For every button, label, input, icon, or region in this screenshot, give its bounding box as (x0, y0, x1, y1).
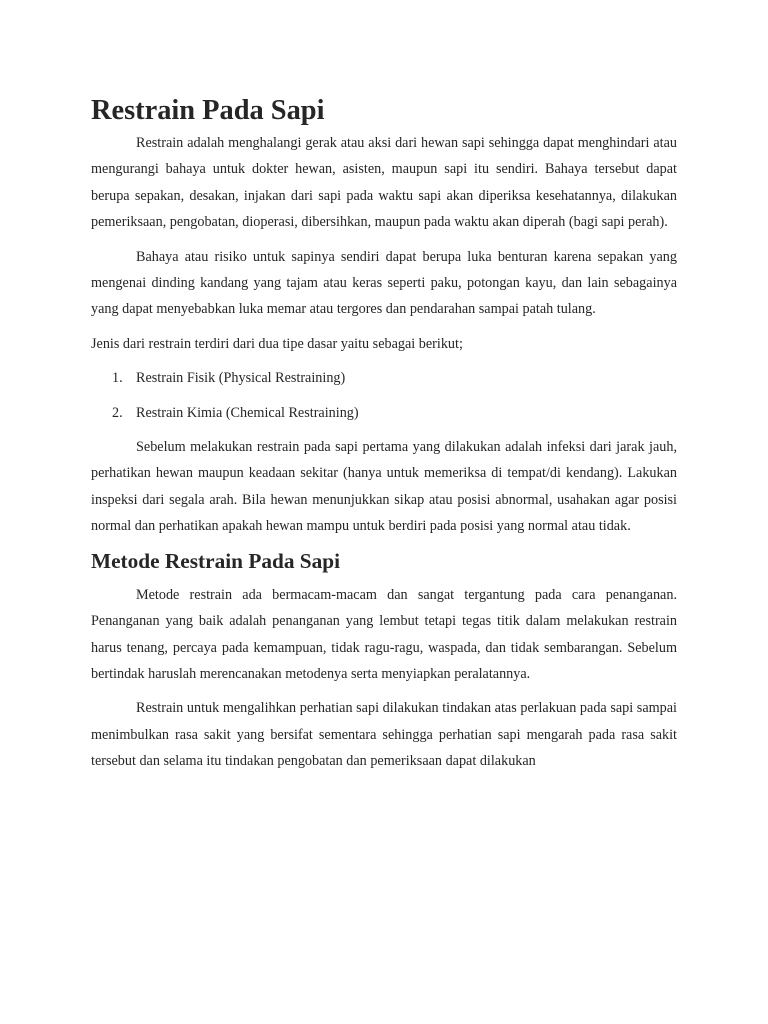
paragraph-4: Sebelum melakukan restrain pada sapi pertama yang dilakukan adalah infeksi dari jarak jauh, perhatikan hewan maupun keadaan sekitar (hanya untuk memeriksa di tempat/di kendang). Lakukan inspeksi dari segala arah. Bila hewan menunjukkan sikap atau posisi abnormal, usahakan agar posisi normal dan perhatikan apakah hewan mampu untuk berdiri pada posisi yang normal atau tidak. (91, 439, 677, 535)
list-item-text: Restrain Kimia (Chemical Restraining) (136, 404, 359, 421)
list-item-number: 1. (112, 370, 123, 387)
list-item (91, 400, 677, 426)
document-title: Restrain Pada Sapi (91, 95, 325, 126)
restrain-type-list (91, 365, 677, 426)
paragraph-6: Restrain untuk mengalihkan perhatian sapi dilakukan tindakan atas perlakuan pada sapi sampai menimbulkan rasa sakit yang bersifat sementara sehingga perhatian sapi mengarah pada rasa sakit tersebut dan selama itu tindakan pengobatan dan pemeriksaan dapat dilakukan (91, 700, 677, 770)
section-heading-metode: Metode Restrain Pada Sapi (91, 548, 341, 573)
list-item (91, 365, 677, 391)
list-item-number: 2. (112, 404, 123, 421)
paragraph-5: Metode restrain ada bermacam-macam dan sangat tergantung pada cara penanganan. Penanganan yang baik adalah penanganan yang lembut tetapi tegas titik dalam melakukan restrain harus tenang, percaya pada kemampuan, tidak ragu-ragu, waspada, dan tidak sembarangan. Sebelum bertindak haruslah merencanakan metodenya serta menyiapkan peralatannya. (91, 586, 677, 682)
list-item-text: Restrain Fisik (Physical Restraining) (136, 370, 346, 387)
paragraph-1: Restrain adalah menghalangi gerak atau aksi dari hewan sapi sehingga dapat menghindari atau mengurangi bahaya untuk dokter hewan, asisten, maupun sapi itu sendiri. Bahaya tersebut dapat berupa sepakan, desakan, injakan dari sapi pada waktu sapi akan diperiksa kesehatannya, dilakukan pemeriksaan, pengobatan, dioperasi, dibersihkan, maupun pada waktu akan diperah (bagi sapi perah). (91, 135, 677, 231)
paragraph-3: Jenis dari restrain terdiri dari dua tipe dasar yaitu sebagai berikut; (91, 335, 463, 352)
paragraph-2: Bahaya atau risiko untuk sapinya sendiri dapat berupa luka benturan karena sepakan yang mengenai dinding kandang yang tajam atau keras seperti paku, potongan kayu, dan lain sebagainya yang dapat menyebabkan luka memar atau tergores dan pendarahan sampai patah tulang. (91, 248, 677, 318)
